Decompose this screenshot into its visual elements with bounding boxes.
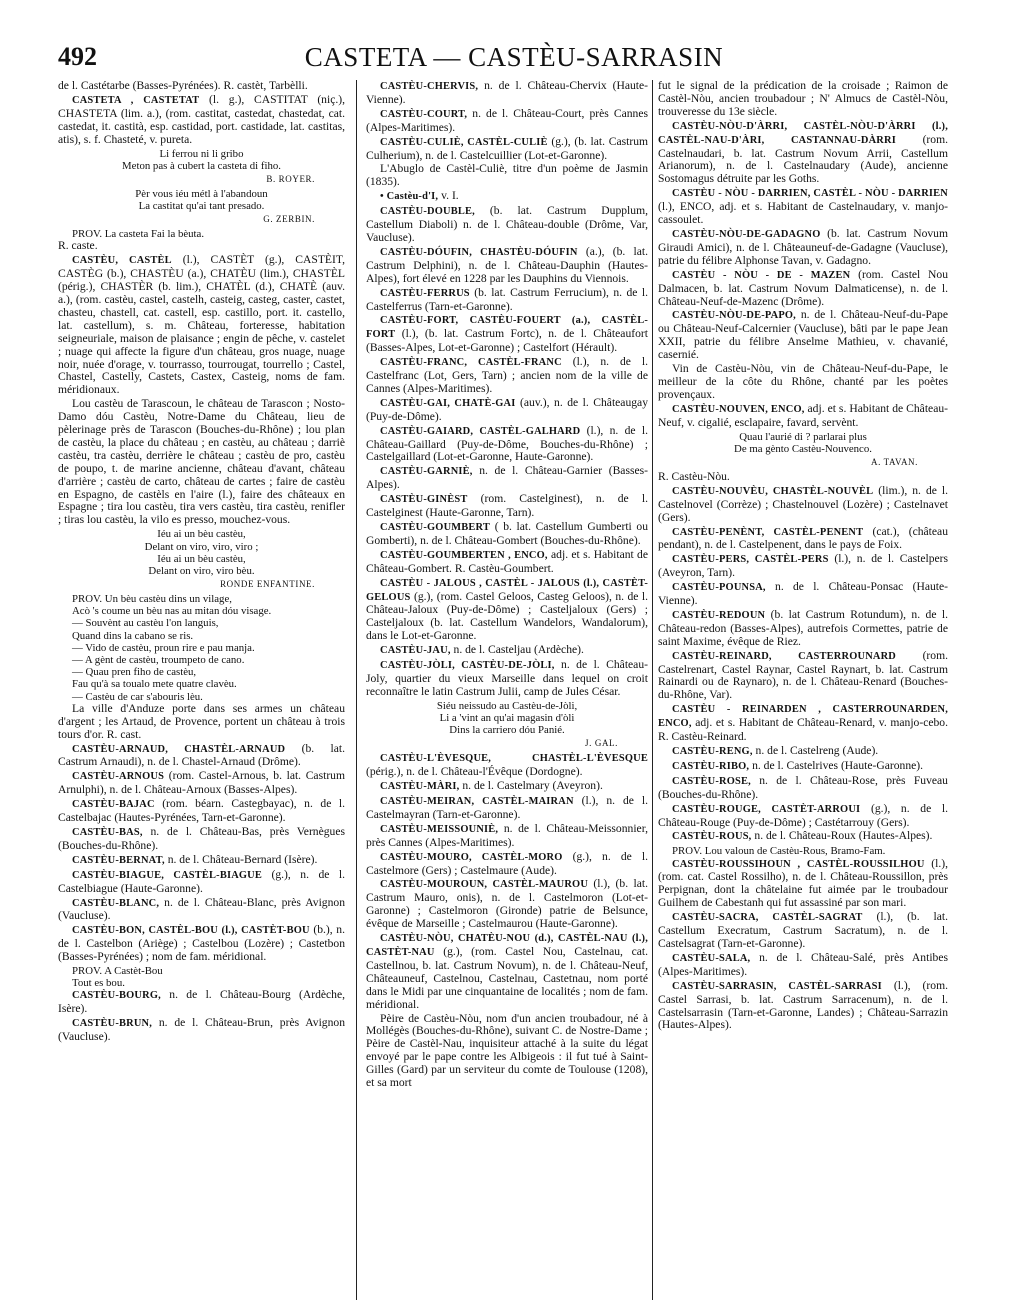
entry-body: n. de l. Château-Bas, près Vernègues (Bouches-du-Rhône). <box>58 825 345 852</box>
entry-body: L'Abuglo de Castèl-Culiè, titre d'un poème de Jasmin (1835). <box>366 162 648 189</box>
entry-body: (rom. Castelrenart, Castel Raynar, Castel Raynart, b. lat. Castrum Rainardi ou de Raynaro), n. de l. Château-Renard (Bouches-du-Rhône, Var). <box>658 648 948 702</box>
entry-headword: CASTÈU-ARNAUD, CHASTÈL-ARNAUD <box>72 743 286 755</box>
dictionary-entry <box>58 989 345 1016</box>
text-paragraph: fut le signal de la prédication de la croisade ; Raimon de Castèl-Nòu, ancien troubadour ; N' Almucs de Castèl-Nòu, trouveresse du 13e siècle. <box>658 80 948 118</box>
dictionary-entry <box>366 80 648 107</box>
dictionary-entry <box>58 743 345 770</box>
entry-headword: CASTÈU-REDOUN <box>672 609 766 621</box>
entry-headword: CASTÈU-JÒLI, CASTÈU-DE-JÒLI, <box>380 660 555 672</box>
entry-body: (l.), (b. lat. Castrum Fortc), n. de l. Châteaufort (Basses-Alpes, Lot-et-Garonne) ; Castelfort (Hérault). <box>366 327 648 355</box>
dictionary-entry <box>366 851 648 878</box>
entry-body: Pèire de Castèu-Nòu, nom d'un ancien troubadour, né à Mollégès (Bouches-du-Rhône), suivant C. de Nostre-Dame ; Pèire de Castèl-Nau, inquisiteur attaché à la suite du légat envoyé par le pape contre les Albigeois : il fut tué à Saint-Gilles (Gard) par un serviteur du comte de Toulouse (1208), et sa mort <box>366 1011 648 1090</box>
entry-headword: CASTÈU-BRUN, <box>72 1018 153 1030</box>
entry-headword: CASTÈU-SARRASIN, CASTÈL-SARRASI <box>672 980 882 992</box>
verse-line: Li a 'vint an qu'ai magasin d'òli <box>439 711 575 724</box>
dictionary-entry <box>658 650 948 703</box>
entry-body: n. de l. Casteljau (Ardèche). <box>453 643 584 657</box>
entry-body: n. de l. Castelmary (Aveyron). <box>462 779 603 793</box>
entry-headword: CASTÈU-SACRA, CASTÈL-SAGRAT <box>672 912 863 924</box>
entry-headword: CASTÈU-DÓUFIN, CHASTÈU-DÓUFIN <box>380 246 578 258</box>
dictionary-entry <box>658 309 948 362</box>
dictionary-entry <box>658 187 948 227</box>
proverb-line: PROV. Lou valoun de Castèu-Rous, Bramo-Fam. <box>672 845 886 858</box>
dictionary-entry <box>658 609 948 649</box>
entry-headword: CASTÈU-NOUVÈU, CHASTÈL-NOUVÈL <box>672 485 874 497</box>
quote-author: J. GAL. <box>585 738 618 749</box>
dictionary-entry <box>366 465 648 492</box>
quote-author: G. ZERBIN. <box>263 214 315 225</box>
entry-body: n. de l. Château-Meissonnier, près Cannes (Alpes-Maritimes). <box>366 821 648 849</box>
page-number: 492 <box>58 42 97 71</box>
entry-headword: CASTÈU-GAI, CHATÈ-GAI <box>380 397 516 409</box>
entry-body: (auv.), n. de l. Châteaugay (Puy-de-Dôme). <box>366 395 648 423</box>
entry-headword: • Castèu-d'I, <box>380 191 439 203</box>
verse-line: Delant on viro, viro bèu. <box>148 564 255 577</box>
entry-headword: CASTÈU-JAU, <box>380 645 451 657</box>
quote-author: RONDE ENFANTINE. <box>220 579 315 590</box>
entry-body: (l.), n. de l. Castelfranc (Lot, Gers, Tarn) ; ancien nom de la ville de Cannes (Alpes-Maritimes). <box>366 355 648 395</box>
entry-body: n. de l. Château-Salé, près Antibes (Alpes-Maritimes). <box>658 950 948 978</box>
proverb-line: Acò 's coume un bèu nas au mitan dóu visage. <box>72 605 272 618</box>
entry-body: (l.), (rom. cat. Castel Rossilho), n. de l. Château-Roussillon, près Perpignan, dont la châtelaine fut aimée par le troubadour Guilhem de Cabestanh qui fut assassiné par son mari. <box>658 856 948 910</box>
entry-body: (b.), n. de l. Castelbon (Ariège) ; Castelbou (Lozère) ; Castetbon (Basses-Pyrénées) ; nom de fam. méridional. <box>58 923 345 964</box>
dictionary-entry <box>366 356 648 396</box>
entry-body: Lou castèu de Tarascoun, le château de Tarascon ; Nosto-Damo dóu Castèu, Notre-Dame du Château, lieu de pèlerinage près de Tarascon (Bouches-du-Rhône) ; lou plan de castèu, la place du château ; en castèu, au château ; darriè castèu, tra castèu, derrière le château ; castèu de pro, castèu de poupo, t. de marine ancienne, château d'avant, château d'arrière ; castèu de carto, château de cartes ; faire de castèu en Espagno, de castèls en l'aire (l.), faire des châteaux en Espagne ; tira lou castèu, tira vers castèu, tira castèu, renifler ; tiras lou castèu, la vilo es presso, mouchez-vous. <box>58 397 345 527</box>
entry-headword: CASTÈU-ARNOUS <box>72 771 165 783</box>
entry-headword: CASTÈU-NÒU-DE-PAPO, <box>672 310 796 322</box>
entry-body: (b. lat. Castrum Novum Giraudi Amici), n. de l. Châteauneuf-de-Gadagne (Vaucluse), patrie du félibre Alphonse Tavan, v. Gadagno. <box>658 226 948 267</box>
verse-line: Siéu neissudo au Castèu-de-Jòli, <box>436 699 578 712</box>
verse-line: Li ferrou ni li gribo <box>159 147 244 160</box>
dictionary-entry <box>58 398 345 527</box>
dictionary-entry <box>658 952 948 979</box>
entry-headword: CASTÈU-PENÈNT, CASTÈL-PENENT <box>672 526 864 538</box>
entry-headword: CASTÈU-FERRUS <box>380 287 470 299</box>
dictionary-entry <box>366 163 648 189</box>
entry-body: (b. lat. Castrum Arnaudi), n. de l. Chastel-Arnaud (Drôme). <box>58 741 345 769</box>
entry-body: (périg.), n. de l. Château-l'Évêque (Dordogne). <box>366 765 583 779</box>
dictionary-entry <box>58 826 345 853</box>
dictionary-entry <box>366 1013 648 1090</box>
entry-body: (rom. Castelginest), n. de l. Castelginest (Haute-Garonne, Tarn). <box>366 492 648 520</box>
entry-headword: CASTÈU-REINARD, CASTERROUNARD <box>672 650 897 662</box>
column-3 <box>658 80 948 1300</box>
dictionary-entry <box>658 485 948 525</box>
proverb-line: Fau qu'à sa toualo mete quatre clavèu. <box>72 678 237 691</box>
dictionary-entry <box>366 932 648 1011</box>
proverb-line: — Castèu de car s'abouris lèu. <box>72 690 203 703</box>
entry-headword: CASTÈU-BAS, <box>72 827 143 838</box>
entry-body: adj. et s. Habitant de Château-Gombert. R. Castèu-Goumbert. <box>366 547 648 575</box>
dictionary-entry <box>366 108 648 135</box>
entry-headword: CASTÈU-ROSE, <box>672 775 751 787</box>
entry-headword: CASTÈU-SALA, <box>672 952 751 964</box>
dictionary-entry <box>658 911 948 951</box>
text-paragraph: de l. Castétarbe (Basses-Pyrénées). R. castèt, Tarbèlli. <box>58 80 308 92</box>
column-1 <box>58 80 345 1300</box>
dictionary-entry <box>366 549 648 576</box>
entry-body: n. de l. Château-Chervix (Haute-Vienne). <box>366 80 648 106</box>
entry-body: (l.), n. de l. Castelpers (Aveyron, Tarn). <box>658 552 948 580</box>
dictionary-entry <box>658 581 948 608</box>
entry-headword: CASTÈU-ROUS, <box>672 831 752 843</box>
dictionary-entry <box>58 94 345 147</box>
entry-body: (g.), n. de l. Castelbiague (Haute-Garonne). <box>58 867 345 895</box>
dictionary-entry <box>366 205 648 245</box>
entry-body: (g.), (rom. Castel Geloos, Casteg Geloos), n. de l. Château-Jaloux (Puy-de-Dôme) ; Casteljaloux (Gers) ; Casteljaloux (b. lat. Castellum Wandelors, Wandalorum), dans le Lot-et-Garonne. <box>366 589 648 643</box>
entry-headword: CASTÈU-COURT, <box>380 108 468 120</box>
entry-headword: CASTÈU-GINÈST <box>380 494 468 506</box>
quote-author: A. TAVAN. <box>871 456 918 467</box>
entry-headword: CASTÈU-MOURO, CASTÈL-MORO <box>380 851 563 863</box>
entry-body: n. de l. Château-Roux (Hautes-Alpes). <box>754 829 933 843</box>
entry-headword: CASTÈU-BLANC, <box>72 897 160 909</box>
dictionary-entry <box>366 397 648 424</box>
dictionary-entry <box>658 745 948 759</box>
entry-body: v. I. <box>441 189 459 203</box>
entry-body: n. de l. Château-Ponsac (Haute-Vienne). <box>658 580 948 608</box>
dictionary-entry <box>58 770 345 797</box>
dictionary-entry <box>658 526 948 553</box>
entry-body: (l.), n. de l. Castelmayran (Tarn-et-Garonne). <box>366 794 648 821</box>
entry-body: (l. g.), CASTITAT (niç.), CHASTETA (lim. a.), (rom. castitat, castedat, chastedat, cat. castedat, it. castità, esp. castidad, port. castidade, lat. castitas, atis), s. f. Chasteté, v. pureta. <box>58 92 345 146</box>
verse-line: Meton pas à cubert la casteta di fiho. <box>122 159 281 172</box>
dictionary-entry <box>366 823 648 850</box>
dictionary-entry <box>366 425 648 465</box>
dictionary-entry <box>58 254 345 397</box>
dictionary-entry <box>658 703 948 744</box>
entry-body: n. de l. Château-Joly, quartier du vieux Marseille dans lequel on croit reconnaître le latin Castrum Julii, camp de Jules César. <box>366 658 648 698</box>
proverb-line: — Souvènt au castèu l'on languis, <box>72 617 219 630</box>
dictionary-entry <box>658 403 948 430</box>
entry-body: (g.), n. de l. Castelmore (Gers) ; Castelmaure (Aude). <box>366 849 648 877</box>
verse-line: Pèr vous iéu métl à l'abandoun <box>135 187 268 200</box>
dictionary-entry <box>658 775 948 802</box>
entry-headword: CASTÈU-ROUGE, CASTÈT-ARROUI <box>672 803 861 815</box>
dictionary-entry <box>366 493 648 520</box>
entry-headword: CASTÈU-BIAGUE, CASTÈL-BIAGUE <box>72 869 263 881</box>
dictionary-entry <box>658 553 948 580</box>
dictionary-entry <box>658 830 948 844</box>
entry-body: (l.), (rom. Castel Sarrasi, b. lat. Castrum Sarracenum), n. de l. Castelsarrasin (Tarn-et-Garonne, Landes) ; Château-Sarrazin (Hautes-Alpes). <box>658 978 948 1032</box>
entry-headword: CASTÈU-CHERVIS, <box>380 81 479 92</box>
entry-body: (rom. Castelnaudari, b. lat. Castrum Novum Arrii, Castellum Arianorum), n. de l. Castelnaudary (Aude), ancienne Sostomagus détruite par les Goths. <box>658 132 948 186</box>
entry-body: adj. et s. Habitant de Château-Neuf, v. cigalié, esclapaire, favard, servènt. <box>658 401 948 429</box>
verse-line: Iéu ai un bèu castèu, <box>157 528 246 541</box>
entry-headword: CASTÈU-RENG, <box>672 746 753 757</box>
entry-headword: CASTÈU-FRANC, CASTÈL-FRANC <box>380 357 562 369</box>
entry-body: (l.), n. de l. Château-Gaillard (Puy-de-Dôme, Bouches-du-Rhône) ; Castelgaillard (Lot-et-Garonne, Haute-Garonne). <box>366 423 648 464</box>
dictionary-entry <box>366 795 648 822</box>
entry-headword: CASTÈU - JALOUS , CASTÈL - JALOUS (l.), CASTÈT-GELOUS <box>366 577 648 603</box>
proverb-line: — A gènt de castèu, troumpeto de cano. <box>72 654 245 667</box>
entry-headword: CASTÈU-MEISSOUNIÈ, <box>380 823 499 835</box>
dictionary-entry <box>366 644 648 658</box>
entry-body: (rom. Castel-Arnous, b. lat. Castrum Arnulphi), n. de l. Château-Arnoux (Basses-Alpes). <box>58 769 345 797</box>
entry-body: (b. lat. Castrum Dupplum, Castellum Diaboli) n. de l. Château-double (Drôme, Var, Vaucluse). <box>366 204 648 244</box>
entry-headword: CASTÈU-GARNIÈ, <box>380 466 473 478</box>
dictionary-entry <box>366 287 648 314</box>
entry-body: (g.), n. de l. Château-Rouge (Puy-de-Dôme) ; Castétarrouy (Gers). <box>658 801 948 829</box>
entry-body: (lim.), n. de l. Castelnovel (Corrèze) ; Chastelnouvel (Lozère) ; Castelnavet (Gers). <box>658 483 948 524</box>
verse-line: Dins la carriero dóu Panié. <box>449 724 565 737</box>
entry-body: ( b. lat. Castellum Gumberti ou Gomberti), n. de l. Château-Gombert (Bouches-du-Rhône). <box>366 520 648 547</box>
entry-headword: CASTÈU-MÀRI, <box>380 781 460 793</box>
dictionary-entry <box>366 752 648 779</box>
entry-headword: CASTÈU - NÒU - DE - MAZEN <box>672 269 851 281</box>
entry-body: n. de l. Château-Bourg (Ardèche, Isère). <box>58 988 345 1016</box>
entry-body: n. de l. Château-Brun, près Avignon (Vaucluse). <box>58 1016 345 1044</box>
dictionary-entry <box>366 314 648 355</box>
proverb-line: — Vido de castèu, proun rire e pau manja. <box>72 641 255 654</box>
dictionary-entry <box>58 924 345 964</box>
proverb-line: PROV. La casteta Fai la bèuta. <box>72 228 205 241</box>
entry-headword: CASTÈU-BERNAT, <box>72 854 165 866</box>
dictionary-entry <box>366 246 648 286</box>
entry-body: n. de l. Castelreng (Aude). <box>755 744 879 757</box>
dictionary-entry <box>658 858 948 911</box>
dictionary-entry <box>658 363 948 402</box>
dictionary-entry <box>366 190 648 204</box>
entry-headword: CASTÈU-BON, CASTÈL-BOU (l.), CASTÈT-BOU <box>72 925 310 937</box>
dictionary-entry <box>658 228 948 268</box>
dictionary-entry <box>366 577 648 644</box>
entry-headword: CASTETA , CASTETAT <box>72 94 200 106</box>
entry-headword: CASTÈU-ROUSSIHOUN , CASTÈL-ROUSSILHOU <box>672 858 925 870</box>
entry-headword: CASTÈU - REINARDEN , CASTERROUNARDEN, ENCO, <box>658 704 948 730</box>
column-rule-right <box>652 80 653 1300</box>
entry-body: (l.), (b. lat. Castellum Execratum, Castrum Sacratum), n. de l. Castelsagrat (Tarn-et-Garonne). <box>658 910 948 950</box>
dictionary-entry <box>58 798 345 825</box>
entry-headword: CASTÈU-POUNSA, <box>672 582 766 594</box>
dictionary-entry <box>366 136 648 163</box>
dictionary-entry <box>58 1017 345 1044</box>
entry-headword: CASTÈU-DOUBLE, <box>380 206 475 218</box>
verse-line: Quau l'aurié di ? parlarai plus <box>739 430 867 443</box>
entry-body: n. de l. Château-Garnier (Basses-Alpes). <box>366 464 648 492</box>
entry-headword: CASTÈU-RIBO, <box>672 760 750 772</box>
proverb-line: Quand dins la cabano se ris. <box>72 629 194 642</box>
proverb-line: — Quau pren fiho de castèu, <box>72 666 197 679</box>
dictionary-entry <box>658 803 948 830</box>
entry-headword: CASTÈU-BOURG, <box>72 990 161 1002</box>
entry-headword: CASTÈU-MEIRAN, CASTÈL-MAIRAN <box>380 796 574 808</box>
column-2 <box>366 80 648 1300</box>
entry-headword: CASTÈU-GOUMBERTEN , ENCO, <box>380 549 548 561</box>
quote-author: B. ROYER. <box>266 173 315 184</box>
entry-body: adj. et s. Habitant de Château-Renard, v. manjo-cebo. R. Castèu-Reinard. <box>658 716 948 744</box>
dictionary-entry <box>58 869 345 896</box>
entry-headword: CASTÈU-CULIÈ, CASTÈL-CULIÈ <box>380 136 548 148</box>
dictionary-entry <box>658 980 948 1033</box>
entry-headword: CASTÈU-FORT, CASTÈU-FOUERT (a.), CASTÈL-FORT <box>366 315 648 341</box>
dictionary-entry <box>658 269 948 309</box>
entry-headword: CASTÈU-PERS, CASTÈL-PERS <box>672 554 829 566</box>
text-paragraph: R. Castèu-Nòu. <box>658 469 730 483</box>
proverb-line: Tout es bou. <box>72 977 125 990</box>
entry-headword: CASTÈU - NÒU - DARRIEN, CASTÈL - NÒU - DARRIEN <box>672 188 948 200</box>
verse-line: Delant on viro, viro, viro ; <box>144 540 259 553</box>
entry-headword: CASTÈU-GAIARD, CASTÈL-GALHARD <box>380 425 581 437</box>
entry-body: (l.), CASTÈT (g.), CASTÈIT, CASTÈG (b.), CHASTÈU (a.), CHATÈU (lim.), CHASTÈL (périg.), CHASTÈR (b. lim.), CHATÈL (d.), CHATÈ (auv. a.), (rom. castèu, castel, castelh, casteig, casteg, caster, castet, chasteu, chastell, cat. castell, esp. castillo, port. it. castello, lat. castellum), s. m. Château, forteresse, habitation seigneuriale, maison de plaisance ; engin de pêche, v. castelet ; nuage qui affecte la figure d'un château, gros nuage, nuage noir, nuée d'orage, v. tourrasso, tourrougat, tourrello ; Castel, Chastel, Castelly, Castets, Castex, Casteig, noms de fam. méridionaux. <box>58 253 345 397</box>
dictionary-entry <box>366 659 648 699</box>
dictionary-entry <box>658 760 948 774</box>
dictionary-entry <box>58 703 345 742</box>
dictionary-entry <box>658 120 948 187</box>
page-header <box>58 40 970 78</box>
dictionary-entry <box>366 780 648 794</box>
entry-body: (l.), ENCO, adj. et s. Habitant de Castelnaudary, v. manjo-cassoulet. <box>658 200 948 227</box>
entry-body: (rom. Castel Nou Dalmacen, b. lat. Castrum Novum Dalmaticense), n. de l. Château-Neuf-de-Mazenc (Drôme). <box>658 267 948 308</box>
entry-headword: CASTÈU-NOUVEN, ENCO, <box>672 403 805 415</box>
dictionary-entry <box>366 878 648 931</box>
verse-line: Iéu ai un bèu castèu, <box>157 552 246 565</box>
proverb-line: PROV. Un bèu castèu dins un vilage, <box>72 593 232 606</box>
entry-body: n. de l. Castelrives (Haute-Garonne). <box>752 758 924 772</box>
verse-line: De ma gènto Castèu-Nouvenco. <box>734 442 872 455</box>
entry-body: (l.), (b. lat. Castrum Mauro, onis), n. de l. Castelmoron (Lot-et-Garonne) ; Castelmoron (Gironde) patrie de Belsunce, évêque de Marseille ; Castelmaurou (Haute-Garonne). <box>366 877 648 931</box>
entry-body: Vin de Castèu-Nòu, vin de Château-Neuf-du-Pape, le meilleur de la côte du Rhône, chanté par les poètes provençaux. <box>658 362 948 401</box>
entry-body: n. de l. Château-Rose, près Fuveau (Bouches-du-Rhône). <box>658 773 948 801</box>
dictionary-entry <box>366 521 648 548</box>
text-paragraph: R. caste. <box>58 239 98 253</box>
entry-body: (g.), (rom. Castel Nou, Castelnau, cat. Castellnou, b. lat. Castrum Novum), n. de l. Château-Neuf, Châteauneuf, Castelnou, Castelnau, Castetnau, nom porté dans le Midi par une cinquantaine de localités ; nom de fam. méridional. <box>366 944 648 1011</box>
entry-body: (rom. béarn. Castegbayac), n. de l. Castelbajac (Hautes-Pyrénées, Tarn-et-Garonne). <box>58 797 345 825</box>
entry-body: n. de l. Château-Court, près Cannes (Alpes-Maritimes). <box>366 106 648 134</box>
verse-line: La castitat qu'ai tant presado. <box>138 200 265 213</box>
entry-headword: CASTÈU, CASTÈL <box>72 255 172 267</box>
entry-headword: CASTÈU-NÒU-DE-GADAGNO <box>672 228 821 240</box>
entry-body: n. de l. Château-Blanc, près Avignon (Vaucluse). <box>58 895 345 923</box>
entry-body: (b. lat Castrum Rotundum), n. de l. Château-redon (Basses-Alpes), autrefois Cormettes, patrie de saint Maxime, évêque de Riez. <box>658 607 948 648</box>
proverb-line: PROV. A Castèt-Bou <box>72 965 163 978</box>
dictionary-entry <box>58 897 345 924</box>
running-title: CASTETA — CASTÈU-SARRASIN <box>304 42 724 72</box>
entry-headword: CASTÈU-L'ÈVESQUE, CHASTÈL-L'ÈVESQUE <box>380 753 648 765</box>
entry-headword: CASTÈU-NÒU, CHATÈU-NOU (d.), CASTÈL-NAU (l.), CASTÈT-NAU <box>366 933 648 958</box>
entry-headword: CASTÈU-BAJAC <box>72 799 155 811</box>
entry-headword: CASTÈU-NÒU-D'ÀRRI, CASTÈL-NÒU-D'ÀRRI (l.), CASTÈL-NAU-D'ÀRI, CASTANNAU-DÀRRI <box>658 120 948 146</box>
entry-body: (b. lat. Castrum Ferrucium), n. de l. Castelferrus (Tarn-et-Garonne). <box>366 285 648 313</box>
entry-body: n. de l. Château-Neuf-du-Pape ou Château-Neuf-Calcernier (Vaucluse), bâti par le pape Jean XXII, patrie du félibre Anselme Mathieu, v. chavanié, casernié. <box>658 308 948 362</box>
entry-body: (cat.), (château pendant), n. de l. Castelpenent, dans le pays de Foix. <box>658 524 948 552</box>
entry-body: n. de l. Château-Bernard (Isère). <box>167 852 318 866</box>
column-rule-left <box>356 80 357 1300</box>
entry-headword: CASTÈU-MOUROUN, CASTÈL-MAUROU <box>380 879 589 891</box>
entry-body: (a.), (b. lat. Castrum Delphini), n. de l. Château-Dauphin (Hautes-Alpes), fort élevé en 1228 par les Dauphins du Viennois. <box>366 244 648 285</box>
entry-body: (g.), (b. lat. Castrum Culherium), n. de l. Castelcuillier (Lot-et-Garonne). <box>366 134 648 162</box>
entry-headword: CASTÈU-GOUMBERT <box>380 522 491 533</box>
entry-body: La ville d'Anduze porte dans ses armes un château d'argent ; les Artaud, de Provence, portent un château à trois tours d'or. R. cast. <box>58 701 345 741</box>
dictionary-entry <box>58 854 345 868</box>
